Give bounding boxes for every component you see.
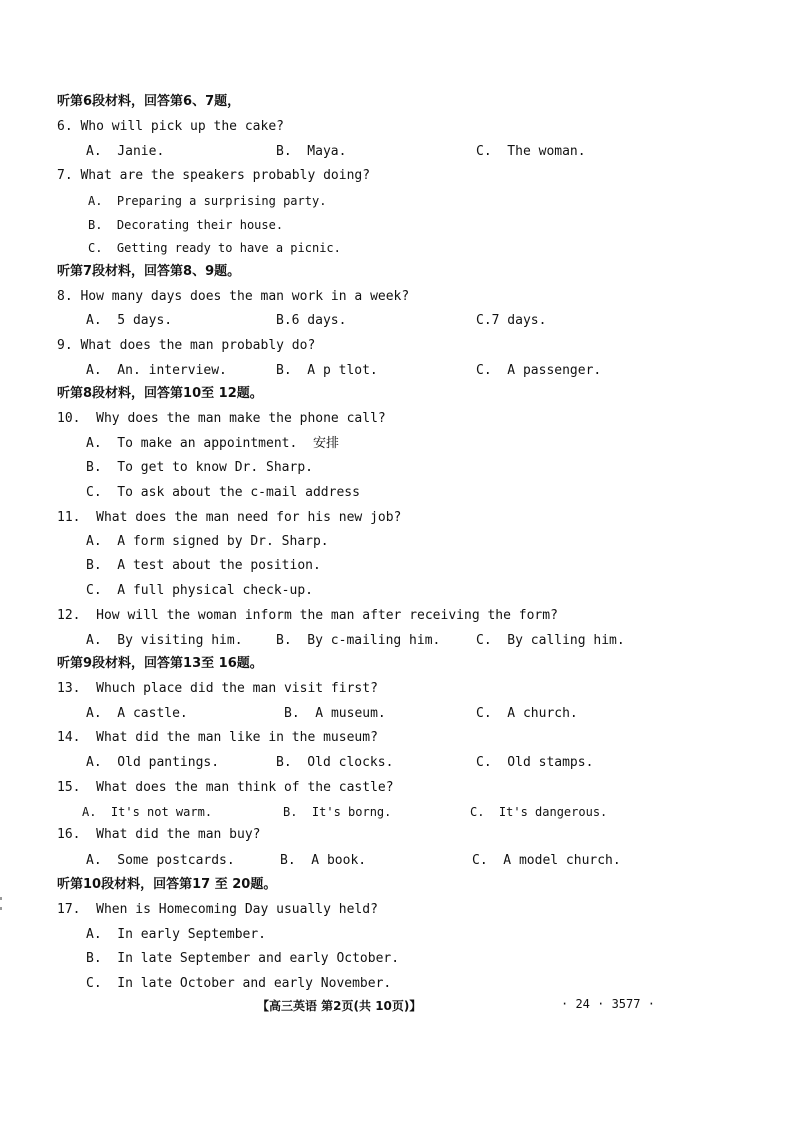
section-heading-8: 听第8段材料，回答第10至 12题。	[57, 386, 263, 401]
question-6: 6. Who will pick up the cake?	[57, 119, 284, 134]
q14-option-b: B. Old clocks.	[276, 755, 394, 770]
page-footer-code: · 24 · 3577 ·	[561, 997, 655, 1011]
q6-option-a: A. Janie.	[86, 144, 165, 159]
q15-option-c: C. It's dangerous.	[470, 805, 608, 819]
q13-option-a: A. A castle.	[86, 706, 188, 721]
q17-option-a: A. In early September.	[86, 927, 267, 942]
scan-margin-mark	[0, 897, 2, 900]
question-14: 14. What did the man like in the museum?	[57, 730, 378, 745]
q13-option-c: C. A church.	[476, 706, 578, 721]
q8-option-c: C.7 days.	[476, 313, 547, 328]
q13-option-b: B. A museum.	[284, 706, 386, 721]
q10-option-a: A. To make an appointment. 安排	[86, 436, 339, 451]
section-heading-6: 听第6段材料，回答第6、7题，	[57, 94, 241, 109]
q11-option-b: B. A test about the position.	[86, 558, 321, 573]
q12-option-a: A. By visiting him.	[86, 633, 243, 648]
q10-option-c: C. To ask about the c-mail address	[86, 485, 360, 500]
scan-margin-mark	[0, 907, 2, 910]
question-15: 15. What does the man think of the castle?	[57, 780, 394, 795]
section-heading-9: 听第9段材料，回答第13至 16题。	[57, 656, 263, 671]
question-17: 17. When is Homecoming Day usually held?	[57, 902, 378, 917]
q16-option-c: C. A model church.	[472, 853, 621, 868]
q9-option-c: C. A passenger.	[476, 363, 602, 378]
q17-option-b: B. In late September and early October.	[86, 951, 400, 966]
question-10: 10. Why does the man make the phone call?	[57, 411, 386, 426]
question-7: 7. What are the speakers probably doing?	[57, 168, 371, 183]
question-13: 13. Whuch place did the man visit first?	[57, 681, 378, 696]
q7-option-b: B. Decorating their house.	[88, 218, 284, 232]
question-12: 12. How will the woman inform the man after receiving the form?	[57, 608, 558, 623]
q9-option-a: A. An. interview.	[86, 363, 227, 378]
q6-option-c: C. The woman.	[476, 144, 586, 159]
q15-option-b: B. It's borng.	[283, 805, 392, 819]
q12-option-c: C. By calling him.	[476, 633, 625, 648]
q14-option-c: C. Old stamps.	[476, 755, 594, 770]
q15-option-a: A. It's not warm.	[82, 805, 213, 819]
q16-option-a: A. Some postcards.	[86, 853, 235, 868]
q14-option-a: A. Old pantings.	[86, 755, 220, 770]
section-heading-7: 听第7段材料，回答第8、9题。	[57, 264, 241, 279]
q12-option-b: B. By c-mailing him.	[276, 633, 441, 648]
question-16: 16. What did the man buy?	[57, 827, 261, 842]
question-9: 9. What does the man probably do?	[57, 338, 316, 353]
q8-option-a: A. 5 days.	[86, 313, 173, 328]
q17-option-c: C. In late October and early November.	[86, 976, 392, 991]
q9-option-b: B. A p tlot.	[276, 363, 378, 378]
q7-option-a: A. Preparing a surprising party.	[88, 194, 327, 208]
q6-option-b: B. Maya.	[276, 144, 347, 159]
section-heading-10: 听第10段材料，回答第17 至 20题。	[57, 877, 277, 892]
q8-option-b: B.6 days.	[276, 313, 347, 328]
page-footer-title: 【高三英语 第2页(共 10页)】	[257, 999, 422, 1013]
q11-option-c: C. A full physical check-up.	[86, 583, 313, 598]
q16-option-b: B. A book.	[280, 853, 367, 868]
q7-option-c: C. Getting ready to have a picnic.	[88, 241, 341, 255]
q10-option-b: B. To get to know Dr. Sharp.	[86, 460, 313, 475]
question-11: 11. What does the man need for his new job?	[57, 510, 402, 525]
question-8: 8. How many days does the man work in a week?	[57, 289, 410, 304]
q11-option-a: A. A form signed by Dr. Sharp.	[86, 534, 329, 549]
